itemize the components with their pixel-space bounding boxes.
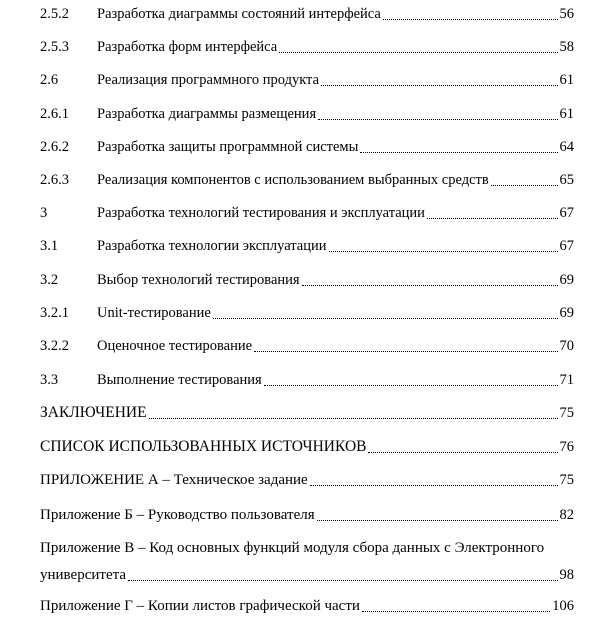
- dot-leader: [427, 218, 558, 219]
- toc-entry-3-3: [40, 370, 574, 390]
- toc-entry-3-2: [40, 270, 574, 290]
- toc-entry-title: Оценочное тестирование: [97, 338, 253, 354]
- toc-entry-page: 61: [559, 106, 574, 122]
- dot-leader: [318, 119, 557, 120]
- toc-entry-title-continued: университета: [40, 567, 127, 583]
- dot-leader: [310, 485, 558, 486]
- toc-entry-title: Выбор технологий тестирования: [97, 272, 300, 288]
- dot-leader: [317, 520, 558, 521]
- toc-entry-3-2-1: [40, 303, 574, 323]
- toc-entry-appendix-v-line1: [40, 538, 574, 558]
- toc-entry-appendix-v-line2: [40, 565, 574, 585]
- toc-entry-page: 65: [559, 172, 574, 188]
- toc-entry-title: СПИСОК ИСПОЛЬЗОВАННЫХ ИСТОЧНИКОВ: [40, 438, 367, 455]
- toc-entry-3-1: [40, 236, 574, 256]
- toc-entry-title: Разработка защиты программной системы: [97, 139, 359, 155]
- toc-entry-number: 2.6.3: [40, 172, 69, 188]
- toc-entry-number: 3.3: [40, 372, 59, 388]
- toc-entry-page: 64: [559, 139, 574, 155]
- toc-entry-2-6-1: [40, 104, 574, 124]
- toc-entry-page: 69: [559, 305, 574, 321]
- toc-entry-title: Выполнение тестирования: [97, 372, 262, 388]
- toc-entry-page: 75: [559, 405, 574, 421]
- toc-entry-title: Разработка форм интерфейса: [97, 39, 278, 55]
- dot-leader: [321, 85, 557, 86]
- toc-entry-number: 3: [40, 205, 48, 221]
- toc-entry-page: 98: [559, 567, 574, 583]
- toc-entry-sources: [40, 437, 574, 457]
- toc-entry-page: 67: [559, 238, 574, 254]
- toc-entry-number: 3.2: [40, 272, 59, 288]
- toc-entry-number: 2.6.1: [40, 106, 69, 122]
- toc-entry-2-6-2: [40, 137, 574, 157]
- toc-entry-title: Разработка диаграммы состояний интерфейса: [97, 6, 381, 22]
- dot-leader: [362, 611, 550, 612]
- toc-entry-number: 3.2.2: [40, 338, 69, 354]
- dot-leader: [149, 418, 558, 419]
- toc-entry-title: Приложение Г – Копии листов графической части: [40, 598, 360, 614]
- toc-entry-number: 2.5.2: [40, 6, 69, 22]
- toc-entry-page: 76: [559, 439, 574, 455]
- toc-entry-number: 2.5.3: [40, 39, 69, 55]
- toc-entry-title: Unit-тестирование: [97, 305, 211, 321]
- toc-entry-page: 70: [559, 338, 574, 354]
- toc-entry-appendix-b: [40, 505, 574, 525]
- dot-leader: [302, 285, 558, 286]
- toc-entry-page: 71: [559, 372, 574, 388]
- dot-leader: [491, 185, 558, 186]
- toc-entry-title: Разработка технологий тестирования и эксплуатации: [97, 205, 425, 221]
- toc-entry-title: Реализация программного продукта: [97, 72, 320, 88]
- toc-entry-page: 61: [559, 72, 574, 88]
- toc-entry-page: 75: [559, 472, 574, 488]
- dot-leader: [329, 251, 558, 252]
- dot-leader: [254, 351, 557, 352]
- dot-leader: [128, 580, 557, 581]
- toc-entry-title: ПРИЛОЖЕНИЕ А – Техническое задание: [40, 472, 308, 488]
- toc-entry-3: [40, 203, 574, 223]
- toc-entry-3-2-2: [40, 336, 574, 356]
- toc-entry-appendix-g: [40, 596, 574, 616]
- toc-entry-page: 58: [559, 39, 574, 55]
- toc-entry-title: Приложение Б – Руководство пользователя: [40, 507, 315, 523]
- toc-entry-2-6: [40, 70, 574, 90]
- dot-leader: [360, 152, 557, 153]
- toc-entry-number: 2.6.2: [40, 139, 69, 155]
- toc-entry-title: Разработка технологии эксплуатации: [97, 238, 327, 254]
- toc-entry-appendix-a: [40, 470, 574, 490]
- toc-entry-2-5-3: [40, 37, 574, 57]
- toc-entry-title: Разработка диаграммы размещения: [97, 106, 317, 122]
- dot-leader: [264, 385, 558, 386]
- dot-leader: [279, 52, 557, 53]
- toc-entry-page: 106: [552, 598, 574, 614]
- toc-entry-title: Реализация компонентов с использованием выбранных средств: [97, 172, 489, 188]
- toc-entry-2-5-2: [40, 4, 574, 24]
- dot-leader: [383, 19, 558, 20]
- dot-leader: [368, 452, 557, 453]
- toc-entry-page: 82: [559, 507, 574, 523]
- toc-entry-page: 56: [559, 6, 574, 22]
- toc-entry-title: ЗАКЛЮЧЕНИЕ: [40, 404, 147, 421]
- toc-entry-number: 2.6: [40, 72, 59, 88]
- toc-entry-page: 69: [559, 272, 574, 288]
- toc-entry-number: 3.1: [40, 238, 59, 254]
- toc-entry-number: 3.2.1: [40, 305, 69, 321]
- dot-leader: [213, 318, 558, 319]
- toc-entry-page: 67: [559, 205, 574, 221]
- toc-entry-conclusion: [40, 403, 574, 423]
- toc-entry-2-6-3: [40, 170, 574, 190]
- toc-entry-title: Приложение В – Код основных функций модуля сбора данных с Электронного: [40, 540, 545, 556]
